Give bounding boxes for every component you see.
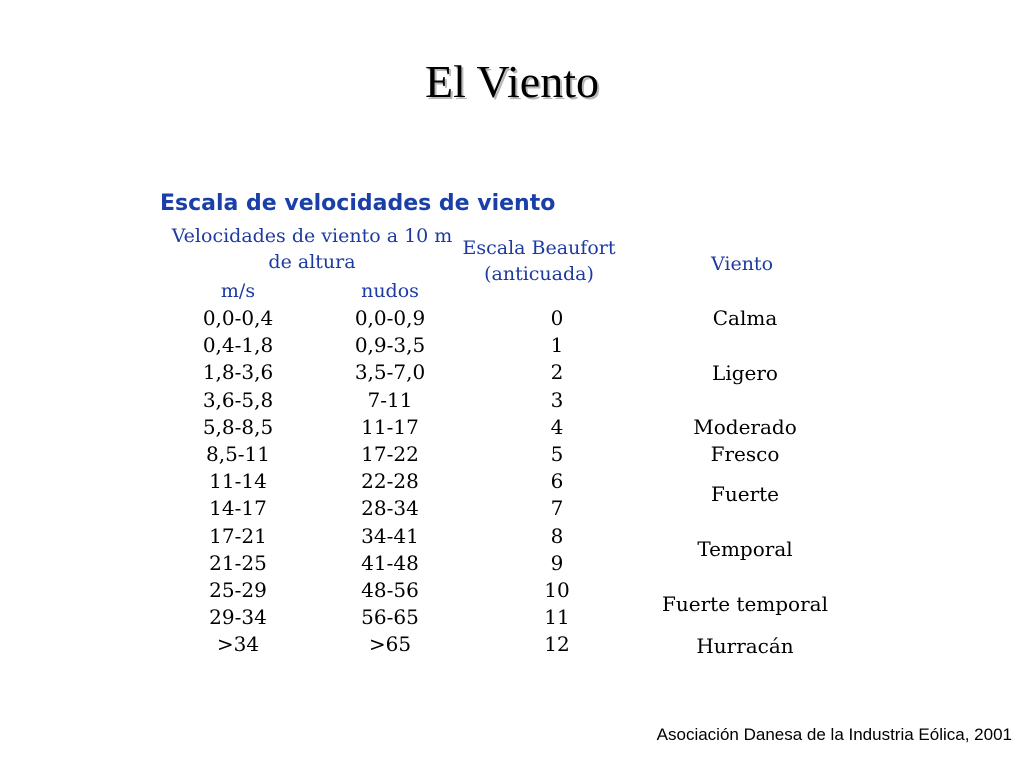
cell-ms: 29-34 bbox=[209, 605, 267, 629]
wind-label: Ligero bbox=[712, 361, 778, 385]
cell-beaufort: 0 bbox=[550, 306, 564, 330]
cell-beaufort: 5 bbox=[550, 442, 564, 466]
cell-knots: 11-17 bbox=[361, 415, 419, 439]
cell-ms: >34 bbox=[216, 632, 260, 656]
cell-ms: 11-14 bbox=[209, 469, 267, 493]
header-ms: m/s bbox=[220, 280, 256, 302]
wind-label: Fresco bbox=[710, 442, 780, 466]
cell-knots: 3,5-7,0 bbox=[354, 360, 426, 384]
wind-label: Fuerte bbox=[710, 482, 780, 506]
cell-beaufort: 2 bbox=[550, 360, 564, 384]
cell-ms: 17-21 bbox=[209, 524, 267, 548]
cell-ms: 3,6-5,8 bbox=[202, 388, 274, 412]
cell-ms: 14-17 bbox=[209, 496, 267, 520]
cell-beaufort: 3 bbox=[550, 388, 564, 412]
header-wind: Viento bbox=[710, 253, 774, 275]
cell-knots: 34-41 bbox=[361, 524, 419, 548]
cell-ms: 21-25 bbox=[209, 551, 267, 575]
table-heading: Escala de velocidades de viento bbox=[160, 191, 556, 216]
cell-ms: 0,0-0,4 bbox=[202, 306, 274, 330]
cell-ms: 0,4-1,8 bbox=[202, 333, 274, 357]
cell-knots: 48-56 bbox=[361, 578, 419, 602]
slide-title: El Viento bbox=[425, 56, 599, 107]
header-beaufort: Escala Beaufort (anticuada) bbox=[462, 237, 616, 285]
cell-beaufort: 1 bbox=[550, 333, 564, 357]
cell-knots: 17-22 bbox=[361, 442, 419, 466]
cell-knots: 7-11 bbox=[367, 388, 413, 412]
wind-label: Fuerte temporal bbox=[662, 592, 828, 616]
cell-beaufort: 8 bbox=[550, 524, 564, 548]
wind-label: Moderado bbox=[693, 415, 797, 439]
cell-ms: 5,8-8,5 bbox=[202, 415, 274, 439]
cell-knots: >65 bbox=[368, 632, 412, 656]
wind-label: Hurracán bbox=[696, 634, 794, 658]
cell-beaufort: 9 bbox=[550, 551, 564, 575]
cell-beaufort: 7 bbox=[550, 496, 564, 520]
source-credit: Asociación Danesa de la Industria Eólica, 2001 bbox=[656, 725, 1012, 744]
cell-knots: 22-28 bbox=[361, 469, 419, 493]
header-speed: Velocidades de viento a 10 m de altura bbox=[171, 225, 453, 273]
cell-knots: 56-65 bbox=[361, 605, 419, 629]
cell-knots: 0,9-3,5 bbox=[354, 333, 426, 357]
cell-beaufort: 12 bbox=[544, 632, 570, 656]
wind-label: Calma bbox=[712, 306, 778, 330]
cell-beaufort: 4 bbox=[550, 415, 564, 439]
cell-knots: 0,0-0,9 bbox=[354, 306, 426, 330]
cell-beaufort: 6 bbox=[550, 469, 564, 493]
cell-knots: 41-48 bbox=[361, 551, 419, 575]
cell-beaufort: 10 bbox=[544, 578, 570, 602]
wind-label: Temporal bbox=[697, 537, 793, 561]
cell-ms: 8,5-11 bbox=[205, 442, 270, 466]
header-knots: nudos bbox=[361, 280, 419, 302]
cell-knots: 28-34 bbox=[361, 496, 419, 520]
cell-ms: 25-29 bbox=[209, 578, 267, 602]
cell-beaufort: 11 bbox=[544, 605, 570, 629]
cell-ms: 1,8-3,6 bbox=[202, 360, 274, 384]
